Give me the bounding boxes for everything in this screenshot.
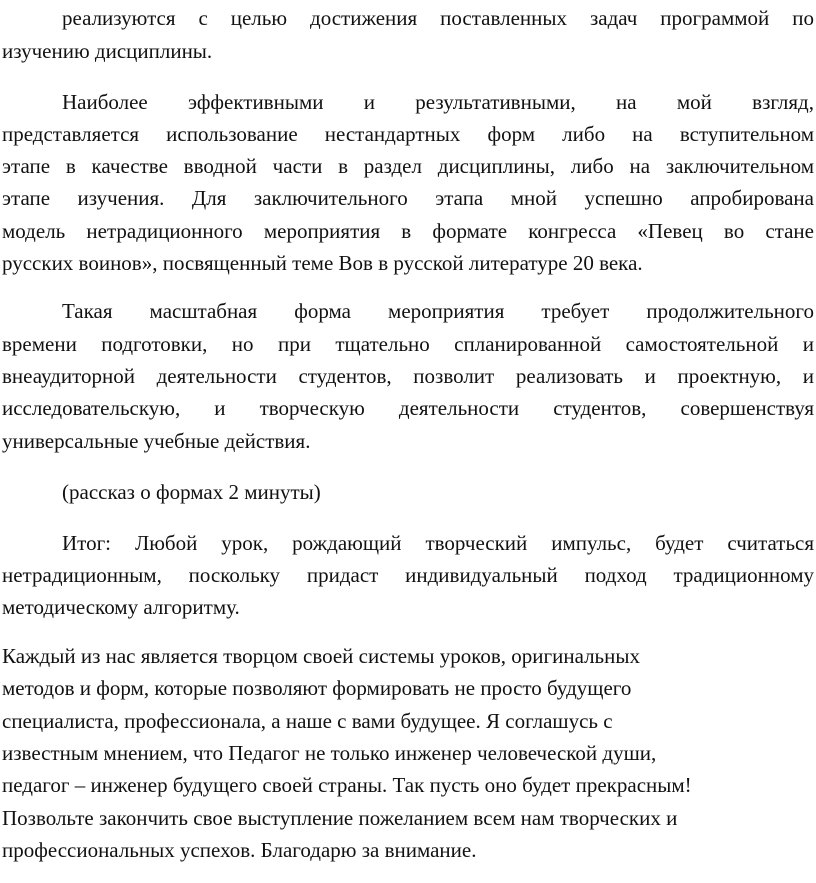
paragraph-6-line-2: методов и форм, которые позволяют формировать не просто будущего bbox=[2, 676, 632, 700]
paragraph-3-line-2: времени подготовки, но при тщательно спланированной самостоятельной и bbox=[2, 332, 814, 356]
paragraph-2-line-6: русских воинов», посвященный теме Вов в русской литературе 20 века. bbox=[2, 251, 643, 275]
paragraph-6-line-1: Каждый из нас является творцом своей системы уроков, оригинальных bbox=[2, 644, 640, 668]
paragraph-5-line-1: Итог: Любой урок, рождающий творческий импульс, будет считаться bbox=[62, 531, 814, 555]
paragraph-3-line-4: исследовательскую, и творческую деятельности студентов, совершенствуя bbox=[2, 396, 814, 420]
paragraph-2-line-2: представляется использование нестандартных форм либо на вступительном bbox=[2, 122, 814, 146]
paragraph-6-line-5: педагог – инженер будущего своей страны. Так пусть оно будет прекрасным! bbox=[2, 773, 692, 797]
paragraph-3-line-1: Такая масштабная форма мероприятия требует продолжительного bbox=[62, 299, 814, 323]
paragraph-3-line-3: внеаудиторной деятельности студентов, позволит реализовать и проектную, и bbox=[2, 364, 814, 388]
paragraph-2-line-1: Наиболее эффективными и результативными, на мой взгляд, bbox=[62, 90, 814, 114]
paragraph-5-line-3: методическому алгоритму. bbox=[2, 595, 240, 619]
paragraph-6-line-7: профессиональных успехов. Благодарю за внимание. bbox=[2, 838, 477, 862]
paragraph-6-line-6: Позвольте закончить свое выступление пожеланием всем нам творческих и bbox=[2, 806, 678, 830]
paragraph-2-line-4: этапе изучения. Для заключительного этапа мной успешно апробирована bbox=[2, 186, 814, 210]
paragraph-3-line-5: универсальные учебные действия. bbox=[2, 429, 311, 453]
paragraph-4-line-1: (рассказ о формах 2 минуты) bbox=[62, 480, 321, 504]
paragraph-2-line-3: этапе в качестве вводной части в раздел дисциплины, либо на заключительном bbox=[2, 154, 814, 178]
paragraph-2-line-5: модель нетрадиционного мероприятия в формате конгресса «Певец во стане bbox=[2, 219, 814, 243]
paragraph-1-line-2: изучению дисциплины. bbox=[2, 39, 213, 63]
paragraph-5-line-2: нетрадиционным, поскольку придаст индивидуальный подход традиционному bbox=[2, 563, 814, 587]
paragraph-1-line-1: реализуются с целью достижения поставленных задач программой по bbox=[62, 6, 814, 30]
paragraph-6-line-3: специалиста, профессионала, а наше с вами будущее. Я соглашусь с bbox=[2, 709, 613, 733]
paragraph-6-line-4: известным мнением, что Педагог не только инженер человеческой души, bbox=[2, 741, 657, 765]
